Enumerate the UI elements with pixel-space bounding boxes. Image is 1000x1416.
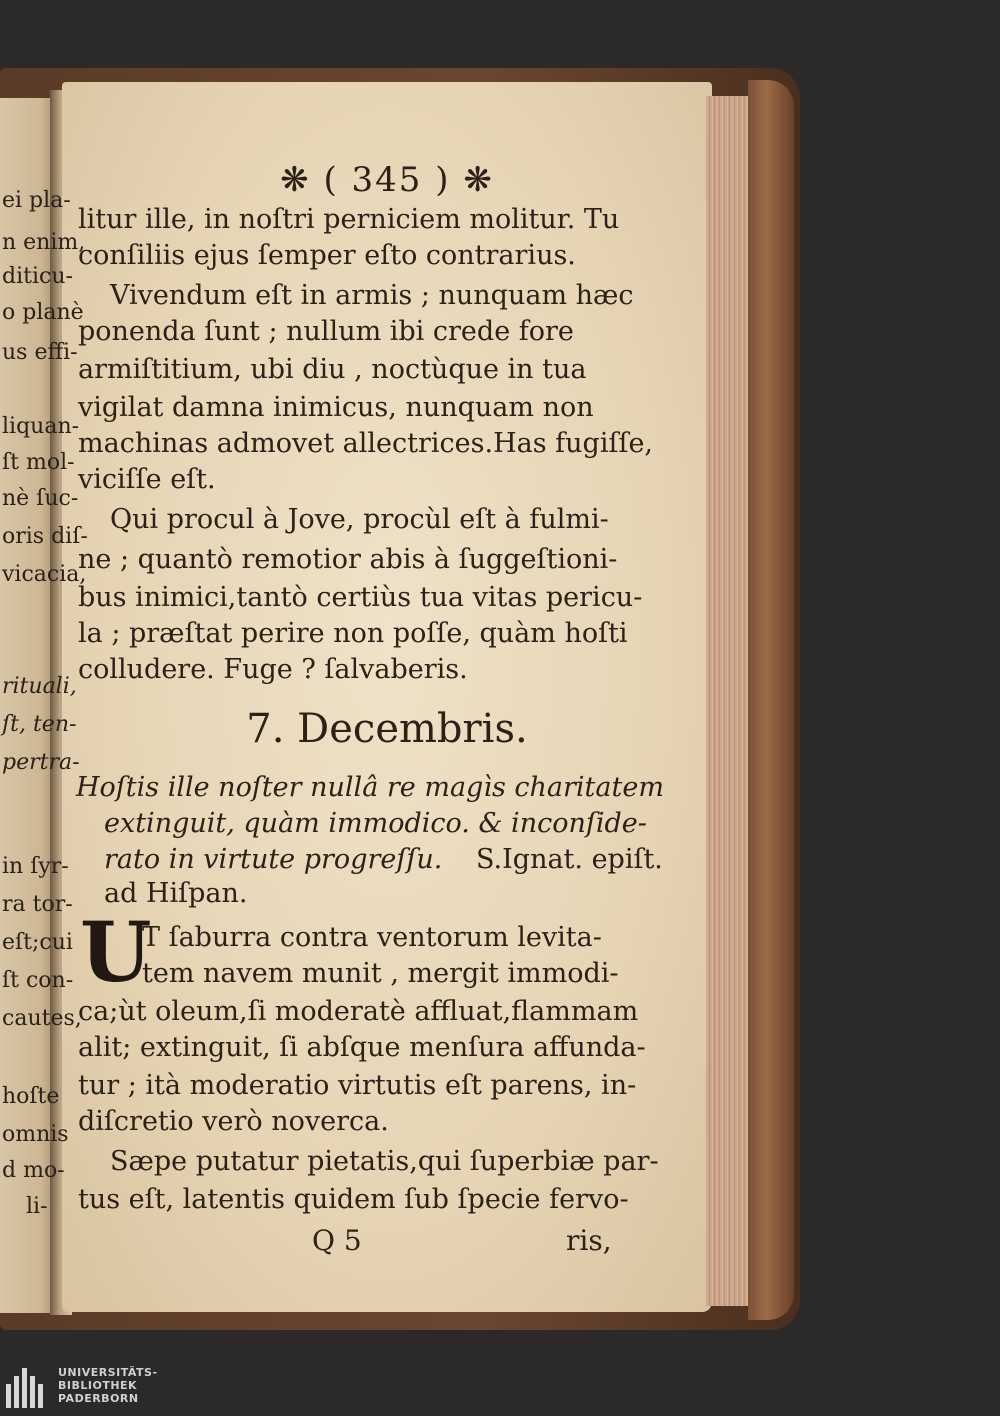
page-header: ❋ ( 345 ) ❋ <box>280 160 494 200</box>
text-line: tus eſt, latentis quidem ſub ſpecie fervo- <box>78 1184 629 1215</box>
text-line: T ſaburra contra ventorum levita- <box>142 922 602 953</box>
left-fragment: in ſyr- <box>2 854 69 879</box>
library-logo <box>6 1364 206 1412</box>
left-fragment: liquan- <box>2 414 80 439</box>
left-fragment: rituali, <box>2 674 77 699</box>
text-line: ca;ùt oleum,ſi moderatè affluat,flammam <box>78 996 639 1027</box>
text-line: colludere. Fuge ? ſalvaberis. <box>78 654 468 685</box>
text-line: bus inimici,tantò certiùs tua vitas pericu- <box>78 582 643 613</box>
text-line: conſiliis ejus ſemper eſto contrarius. <box>78 240 576 271</box>
text-line: machinas admovet allectrices.Has fugiſſe, <box>78 428 654 459</box>
left-fragment: us effi- <box>2 340 78 365</box>
left-fragment: ſt con- <box>2 968 74 993</box>
left-fragment: omnis <box>2 1122 69 1147</box>
left-fragment: ſt, ten- <box>2 712 77 737</box>
quote-line: extinguit, quàm immodico. & inconſide- <box>104 808 647 839</box>
logo-line: UNIVERSITÄTS- <box>58 1366 158 1379</box>
text-line: litur ille, in noſtri perniciem molitur. Tu <box>78 204 620 235</box>
left-fragment: n enim, <box>2 230 86 255</box>
left-fragment: hoſte <box>2 1084 60 1109</box>
left-fragment: ei pla- <box>2 188 71 213</box>
text-line: alit; extinguit, ſi abſque menſura affunda- <box>78 1032 646 1063</box>
left-fragment: o planè <box>2 300 84 325</box>
text-line: ne ; quantò remotior abis à ſuggeſtioni- <box>78 544 618 575</box>
left-fragment: pertra- <box>2 750 80 775</box>
section-heading: 7. Decembris. <box>246 706 528 752</box>
catchword: ris, <box>566 1224 612 1257</box>
text-line: vigilat damna inimicus, nunquam non <box>78 392 594 423</box>
quote-source: S.Ignat. epiſt. <box>476 844 663 875</box>
left-fragment: li- <box>26 1194 48 1219</box>
logo-line: BIBLIOTHEK <box>58 1379 138 1392</box>
left-fragment: cautes, <box>2 1006 82 1031</box>
library-logo-icon <box>6 1368 50 1408</box>
page-edges <box>706 96 748 1306</box>
text-line: Sæpe putatur pietatis,qui ſuperbiæ par- <box>110 1146 659 1177</box>
quote-line: Hoſtis ille noſter nullâ re magìs charitatem <box>76 772 664 803</box>
quote-line: ad Hiſpan. <box>104 878 248 909</box>
text-line: ponenda ſunt ; nullum ibi crede fore <box>78 316 574 347</box>
left-fragment: oris diſ- <box>2 524 88 549</box>
text-line: Vivendum eſt in armis ; nunquam hæc <box>110 280 634 311</box>
text-line: tur ; ità moderatio virtutis eſt parens, in- <box>78 1070 637 1101</box>
left-fragment: nè ſuc- <box>2 486 79 511</box>
text-line: viciſſe eſt. <box>78 464 216 495</box>
left-fragment: diticu- <box>2 264 73 289</box>
cover-edge <box>748 80 794 1320</box>
left-fragment: eſt;cui <box>2 930 73 955</box>
left-fragment: ra tor- <box>2 892 73 917</box>
left-fragment: ſt mol- <box>2 450 75 475</box>
left-fragment: vicacia, <box>2 562 87 587</box>
text-line: la ; præſtat perire non poſſe, quàm hoſti <box>78 618 628 649</box>
library-logo-text <box>58 1366 158 1405</box>
left-fragment: d mo- <box>2 1158 65 1183</box>
text-line: diſcretio verò noverca. <box>78 1106 389 1137</box>
text-line: tem navem munit , mergit immodi- <box>142 958 619 989</box>
quote-line: rato in virtute progreſſu. <box>104 844 443 875</box>
logo-line: PADERBORN <box>58 1392 139 1405</box>
text-line: armiſtitium, ubi diu , noctùque in tua <box>78 354 587 385</box>
text-line: Qui procul à Jove, procùl eſt à fulmi- <box>110 504 609 535</box>
drop-cap: U <box>80 905 152 1001</box>
signature-mark: Q 5 <box>312 1224 362 1257</box>
